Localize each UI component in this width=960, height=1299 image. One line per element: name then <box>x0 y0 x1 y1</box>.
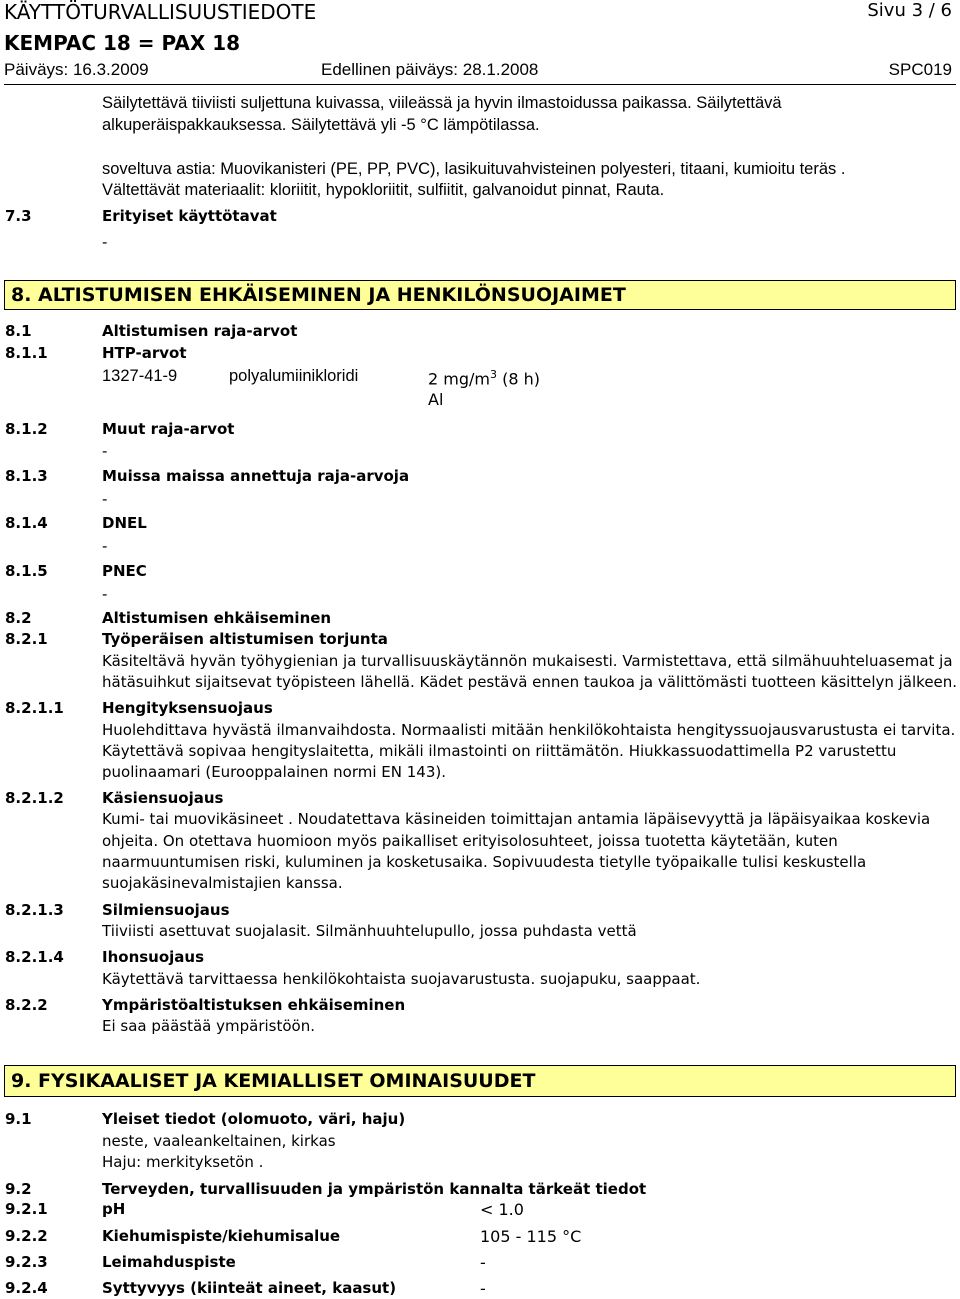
property-label: Syttyvyys (kiinteät aineet, kaasut) <box>102 1279 397 1297</box>
section-title: Terveyden, turvallisuuden ja ympäristön kannalta tärkeät tiedot <box>102 1180 647 1198</box>
limit-value-main: 2 mg/m <box>428 369 490 389</box>
section-number: 8.1.2 <box>5 420 48 438</box>
property-label: Leimahduspiste <box>102 1253 236 1271</box>
property-value: < 1.0 <box>480 1200 524 1219</box>
property-value: - <box>480 1253 486 1272</box>
limit-value <box>428 368 540 388</box>
section-title: Yleiset tiedot (olomuoto, väri, haju) <box>102 1110 406 1128</box>
section-text: Tiiviisti asettuvat suojalasit. Silmänhuuhtelupullo, jossa puhdasta vettä <box>102 922 637 940</box>
property-number: 9.2.2 <box>5 1227 48 1245</box>
document-code: SPC019 <box>888 60 952 79</box>
storage-line: Säilytettävä tiiviisti suljettuna kuivassa, viileässä ja hyvin ilmastoidussa paikassa. Säilytettävä <box>102 94 782 112</box>
document-header <box>4 0 956 85</box>
section-9-banner: 9. FYSIKAALISET JA KEMIALLISET OMINAISUUDET <box>4 1065 956 1097</box>
section-title: Altistumisen ehkäiseminen <box>102 609 332 627</box>
section-title: Ihonsuojaus <box>102 948 205 966</box>
limit-value-period: (8 h) <box>496 369 540 389</box>
section-text: neste, vaaleankeltainen, kirkas <box>102 1132 336 1150</box>
substance-name: polyalumiinikloridi <box>229 367 359 385</box>
section-text: Kumi- tai muovikäsineet . Noudatettava käsineiden toimittajan antamia läpäisevyyttä ja läpäisyaikaa koskevia <box>102 810 931 828</box>
section-title: Altistumisen raja-arvot <box>102 322 298 340</box>
section-title: Muut raja-arvot <box>102 420 235 438</box>
section-value: - <box>102 442 108 460</box>
section-title: DNEL <box>102 514 147 532</box>
section-text: Käytettävä sopivaa hengityslaitetta, mikäli ilmastointi on riittämätön. Hiukkassuodattimella P2 varustettu <box>102 742 897 760</box>
section-title: PNEC <box>102 562 147 580</box>
property-value: 105 - 115 °C <box>480 1227 582 1246</box>
section-number: 8.2.1.4 <box>5 948 64 966</box>
storage-line: soveltuva astia: Muovikanisteri (PE, PP, PVC), lasikuituvahvisteinen polyesteri, titaani, kumioitu teräs . <box>102 160 846 178</box>
section-number: 8.2.2 <box>5 996 48 1014</box>
section-value: - <box>102 490 108 508</box>
section-title: HTP-arvot <box>102 344 187 362</box>
section-title: Muissa maissa annettuja raja-arvoja <box>102 467 410 485</box>
section-number: 8.2.1 <box>5 630 48 648</box>
section-title: Silmiensuojaus <box>102 901 230 919</box>
document-title: KÄYTTÖTURVALLISUUSTIEDOTE <box>4 0 317 24</box>
issue-date: Päiväys: 16.3.2009 <box>4 60 149 79</box>
limit-note: Al <box>428 390 444 409</box>
section-number: 8.2.1.2 <box>5 789 64 807</box>
section-text: Haju: merkityksetön . <box>102 1153 264 1171</box>
section-number: 8.1.3 <box>5 467 48 485</box>
section-value: - <box>102 233 108 251</box>
section-number: 8.1.1 <box>5 344 48 362</box>
storage-line: Vältettävät materiaalit: kloriitit, hypokloriitit, sulfiitit, galvanoidut pinnat, Rauta. <box>102 181 665 199</box>
section-number: 8.2.1.3 <box>5 901 64 919</box>
section-text: suojakäsinevalmistajien kanssa. <box>102 874 343 892</box>
property-number: 9.2.4 <box>5 1279 48 1297</box>
section-title: Hengityksensuojaus <box>102 699 273 717</box>
section-title: Ympäristöaltistuksen ehkäiseminen <box>102 996 406 1014</box>
section-text: Käytettävä tarvittaessa henkilökohtaista suojavarustusta. suojapuku, saappaat. <box>102 970 701 988</box>
section-number: 8.1.4 <box>5 514 48 532</box>
section-title: Erityiset käyttötavat <box>102 207 277 225</box>
previous-date: Edellinen päiväys: 28.1.2008 <box>321 60 539 79</box>
section-title: Työperäisen altistumisen torjunta <box>102 630 388 648</box>
section-text: Ei saa päästää ympäristöön. <box>102 1017 315 1035</box>
property-value: - <box>480 1279 486 1298</box>
property-label: Kiehumispiste/kiehumisalue <box>102 1227 341 1245</box>
section-number: 8.2.1.1 <box>5 699 64 717</box>
section-text: Käsiteltävä hyvän työhygienian ja turvallisuuskäytännön mukaisesti. Varmistettava, että silmähuuhteluasemat ja <box>102 652 953 670</box>
cas-number: 1327-41-9 <box>102 367 178 385</box>
section-text: hätäsuihkut sijaitsevat työpisteen lähellä. Kädet pestävä ennen taukoa ja välittömästi tuotteen käsittelyn jälkeen. <box>102 673 958 691</box>
section-text: puolinaamari (Eurooppalainen normi EN 143). <box>102 763 446 781</box>
section-number: 8.2 <box>5 609 32 627</box>
section-number: 9.1 <box>5 1110 32 1128</box>
section-value: - <box>102 537 108 555</box>
section-number: 9.2 <box>5 1180 32 1198</box>
section-8-banner: 8. ALTISTUMISEN EHKÄISEMINEN JA HENKILÖNSUOJAIMET <box>4 280 956 310</box>
property-number: 9.2.3 <box>5 1253 48 1271</box>
section-text: Huolehdittava hyvästä ilmanvaihdosta. Normaalisti mitään henkilökohtaista hengityssuojausvarustusta ei tarvita. <box>102 721 956 739</box>
section-title: Käsiensuojaus <box>102 789 224 807</box>
section-number: 8.1.5 <box>5 562 48 580</box>
section-text: naarmuuntumisen riski, kuluminen ja kosketusaika. Sopivuudesta tietylle työpaikalle tulisi keskustella <box>102 853 867 871</box>
section-value: - <box>102 585 108 603</box>
section-text: ohjeita. On otettava huomioon myös paikalliset erityisolosuhteet, joissa tuotetta käytetään, kuten <box>102 832 838 850</box>
section-number: 8.1 <box>5 322 32 340</box>
property-number: 9.2.1 <box>5 1200 48 1218</box>
page-number: Sivu 3 / 6 <box>867 0 952 21</box>
section-number: 7.3 <box>5 207 32 225</box>
limit-value-exponent: 3 <box>489 368 497 381</box>
storage-line: alkuperäispakkauksessa. Säilytettävä yli -5 °C lämpötilassa. <box>102 116 540 134</box>
product-name: KEMPAC 18 = PAX 18 <box>4 31 241 55</box>
property-label: pH <box>102 1200 126 1218</box>
